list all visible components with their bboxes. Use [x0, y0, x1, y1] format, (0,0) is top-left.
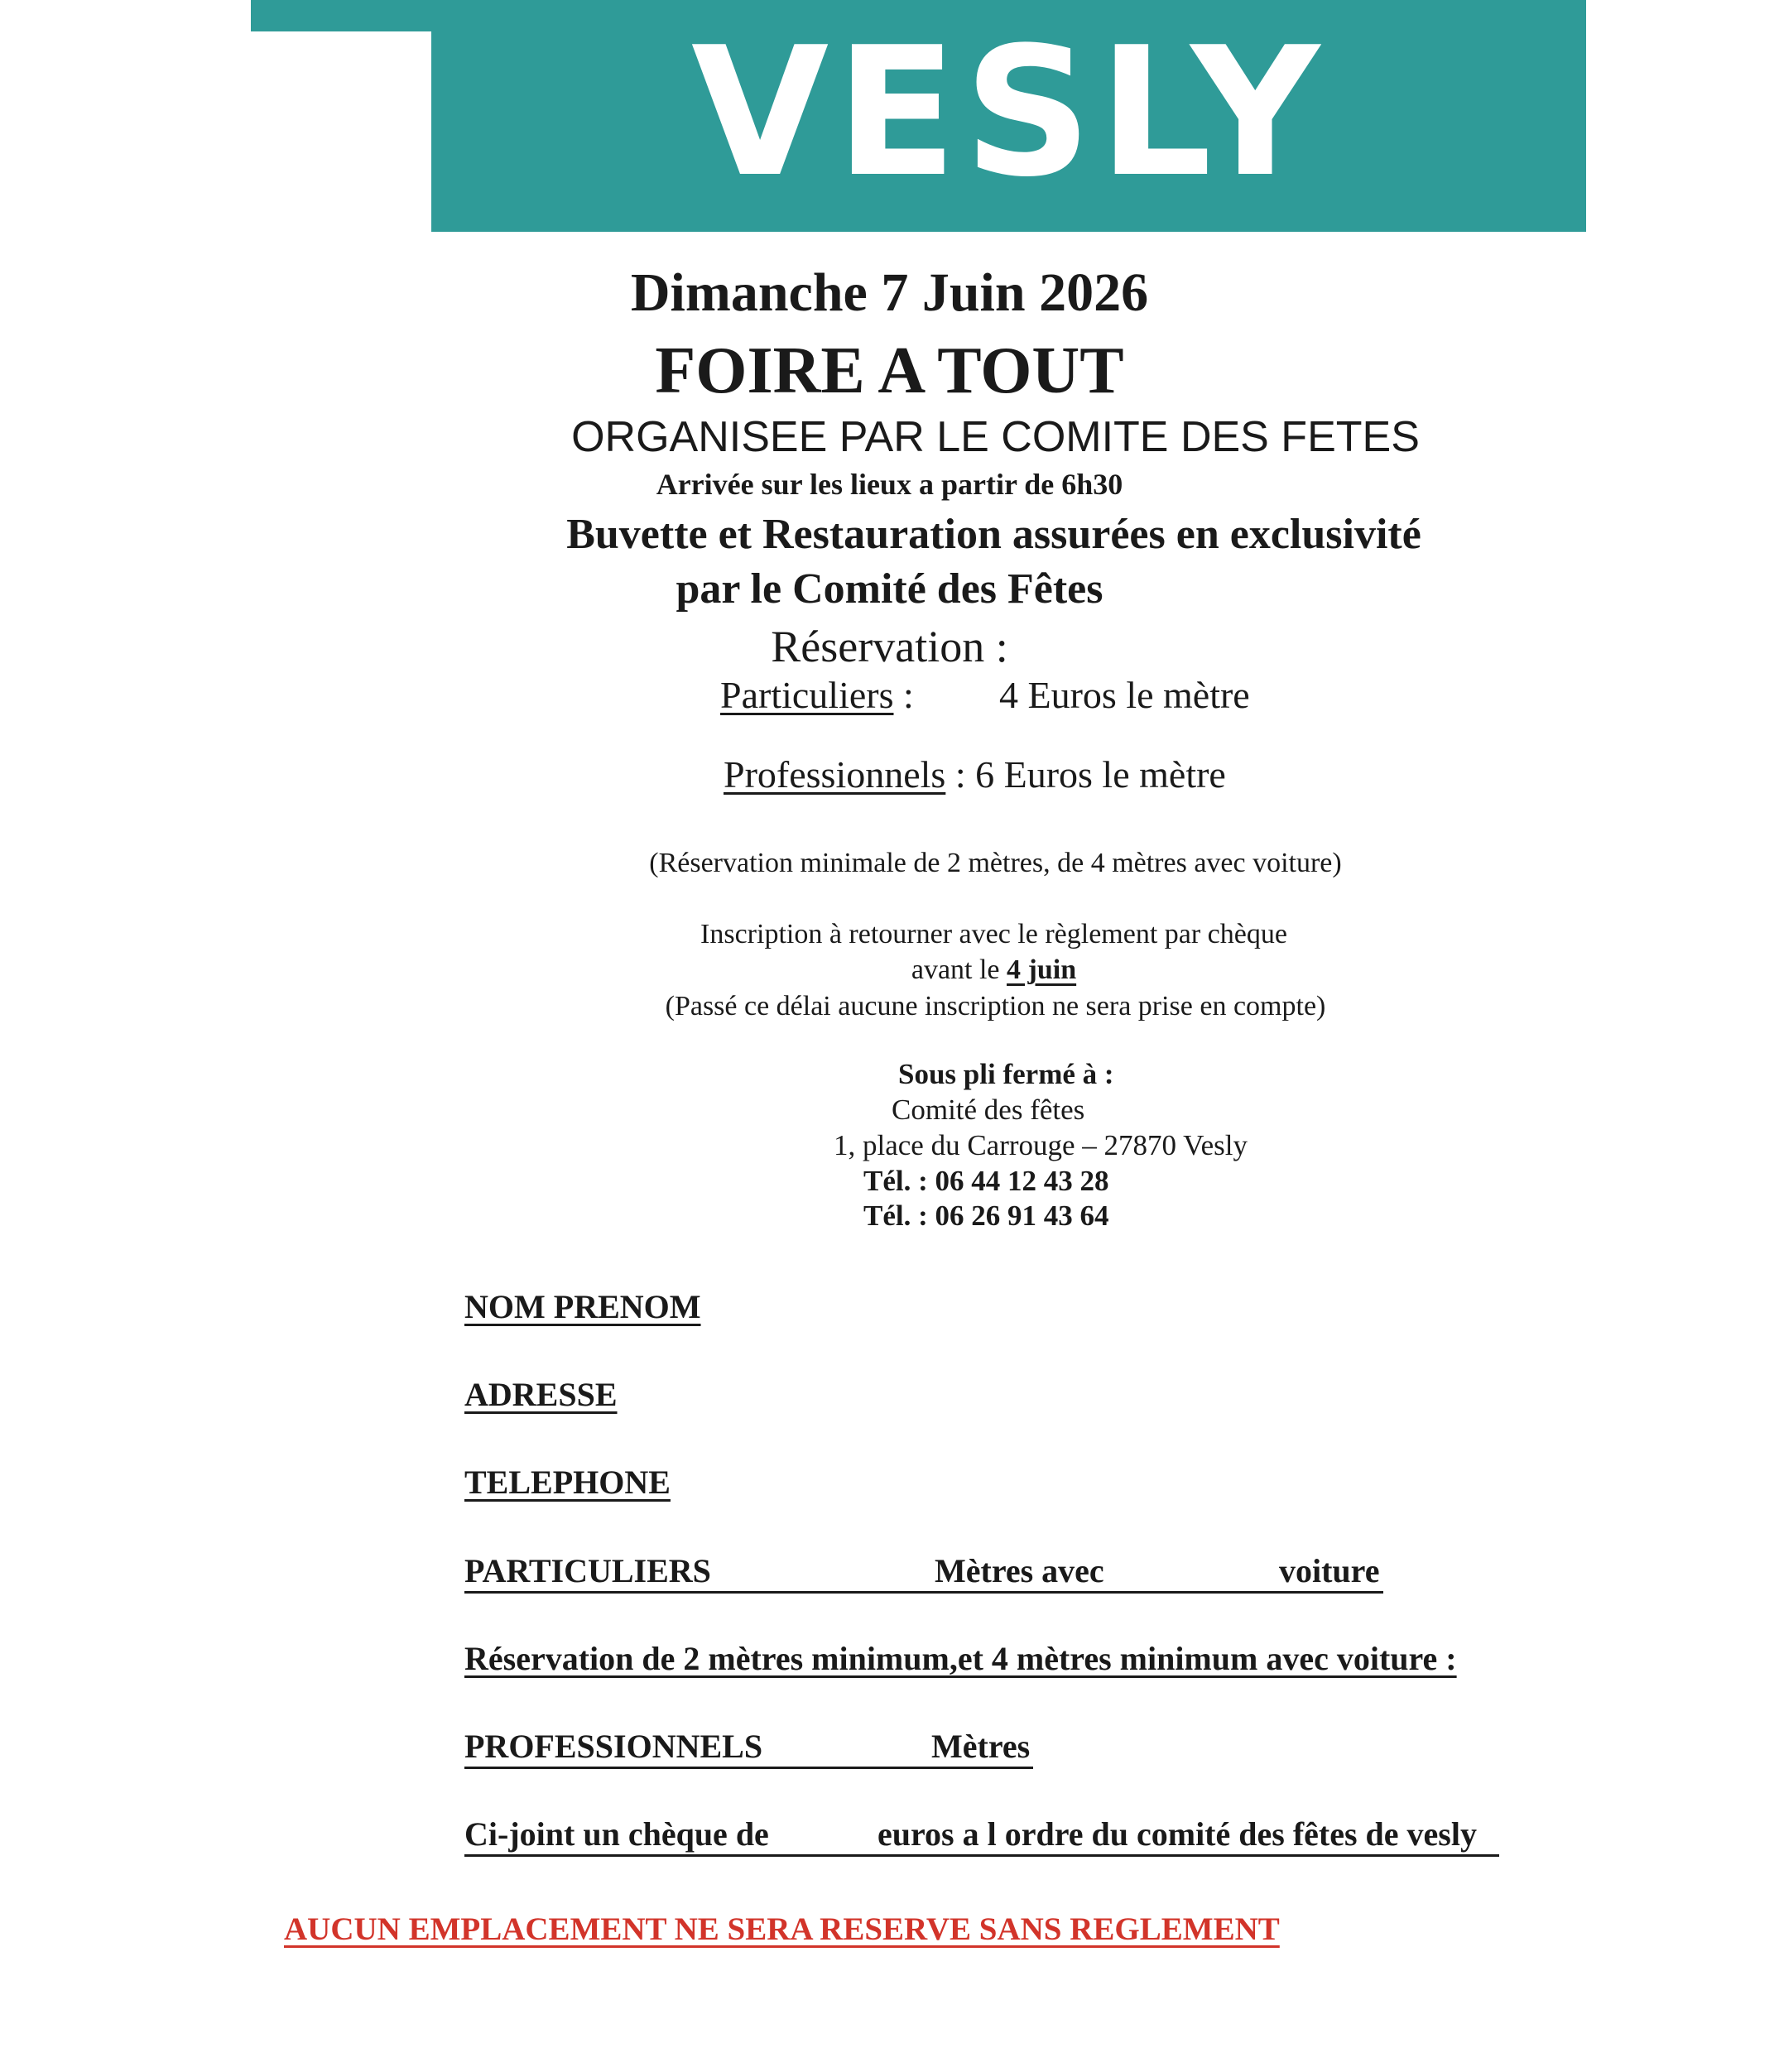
- pricing-individuals-label: Particuliers: [720, 674, 894, 716]
- contact-phone1: Tél. : 06 44 12 43 28: [863, 1165, 1109, 1197]
- form-individuals-meters: Mètres avec: [935, 1552, 1104, 1589]
- banner-accent-strip: [251, 0, 433, 31]
- form-professionals-meters: Mètres: [931, 1728, 1031, 1765]
- registration-line3: (Passé ce délai aucune inscription ne sera prise en compte): [665, 991, 1326, 1022]
- form-individuals-label: PARTICULIERS: [464, 1552, 711, 1589]
- pricing-professionals-label: Professionnels: [724, 753, 946, 796]
- contact-heading: Sous pli fermé à :: [898, 1058, 1114, 1090]
- event-arrival: Arrivée sur les lieux a partir de 6h30: [656, 468, 1123, 501]
- banner-title: VESLY: [690, 7, 1327, 216]
- registration-deadline: 4 juin: [1007, 954, 1077, 985]
- form-cheque-suffix: euros a l ordre du comité des fêtes de vesly: [877, 1815, 1477, 1853]
- form-professionals-label: PROFESSIONNELS: [464, 1728, 763, 1765]
- event-name: FOIRE A TOUT: [655, 334, 1124, 407]
- pricing-individuals-price: 4 Euros le mètre: [999, 674, 1250, 716]
- form-reservation-rule: Réservation de 2 mètres minimum,et 4 mètres minimum avec voiture :: [464, 1640, 1457, 1677]
- contact-name: Comité des fêtes: [892, 1094, 1085, 1126]
- form-cheque-row: [464, 1815, 1499, 1857]
- form-phone-label: TELEPHONE: [464, 1464, 671, 1501]
- pricing-individuals-sep: :: [893, 674, 914, 716]
- pricing-heading: Réservation :: [771, 622, 1008, 671]
- contact-address: 1, place du Carrouge – 27870 Vesly: [834, 1129, 1248, 1161]
- registration-line2-prefix: avant le: [911, 954, 1007, 985]
- form-name-label: NOM PRENOM: [464, 1288, 701, 1325]
- pricing-professionals-price: : 6 Euros le mètre: [945, 753, 1226, 796]
- form-individuals-row: [464, 1551, 1383, 1594]
- form-address-label: ADRESSE: [464, 1376, 618, 1413]
- form-professionals-row: [464, 1727, 1033, 1769]
- event-catering-line1: Buvette et Restauration assurées en exclusivité: [566, 511, 1421, 558]
- event-catering-line2: par le Comité des Fêtes: [676, 565, 1103, 613]
- form-individuals-car: voiture: [1279, 1552, 1380, 1589]
- registration-line1: Inscription à retourner avec le règlement par chèque: [700, 919, 1287, 949]
- contact-phone2: Tél. : 06 26 91 43 64: [863, 1199, 1109, 1232]
- pricing-professionals: [724, 754, 1226, 796]
- banner: [431, 0, 1586, 232]
- warning-text: AUCUN EMPLACEMENT NE SERA RESERVE SANS REGLEMENT: [284, 1911, 1280, 1947]
- form-cheque-prefix: Ci-joint un chèque de: [464, 1815, 769, 1853]
- pricing-individuals: [720, 675, 914, 717]
- pricing-minimum-note: (Réservation minimale de 2 mètres, de 4 mètres avec voiture): [649, 848, 1342, 878]
- event-organizer: ORGANISEE PAR LE COMITE DES FETES: [571, 413, 1420, 461]
- event-date: Dimanche 7 Juin 2026: [630, 262, 1149, 323]
- registration-line2: [104, 954, 1779, 985]
